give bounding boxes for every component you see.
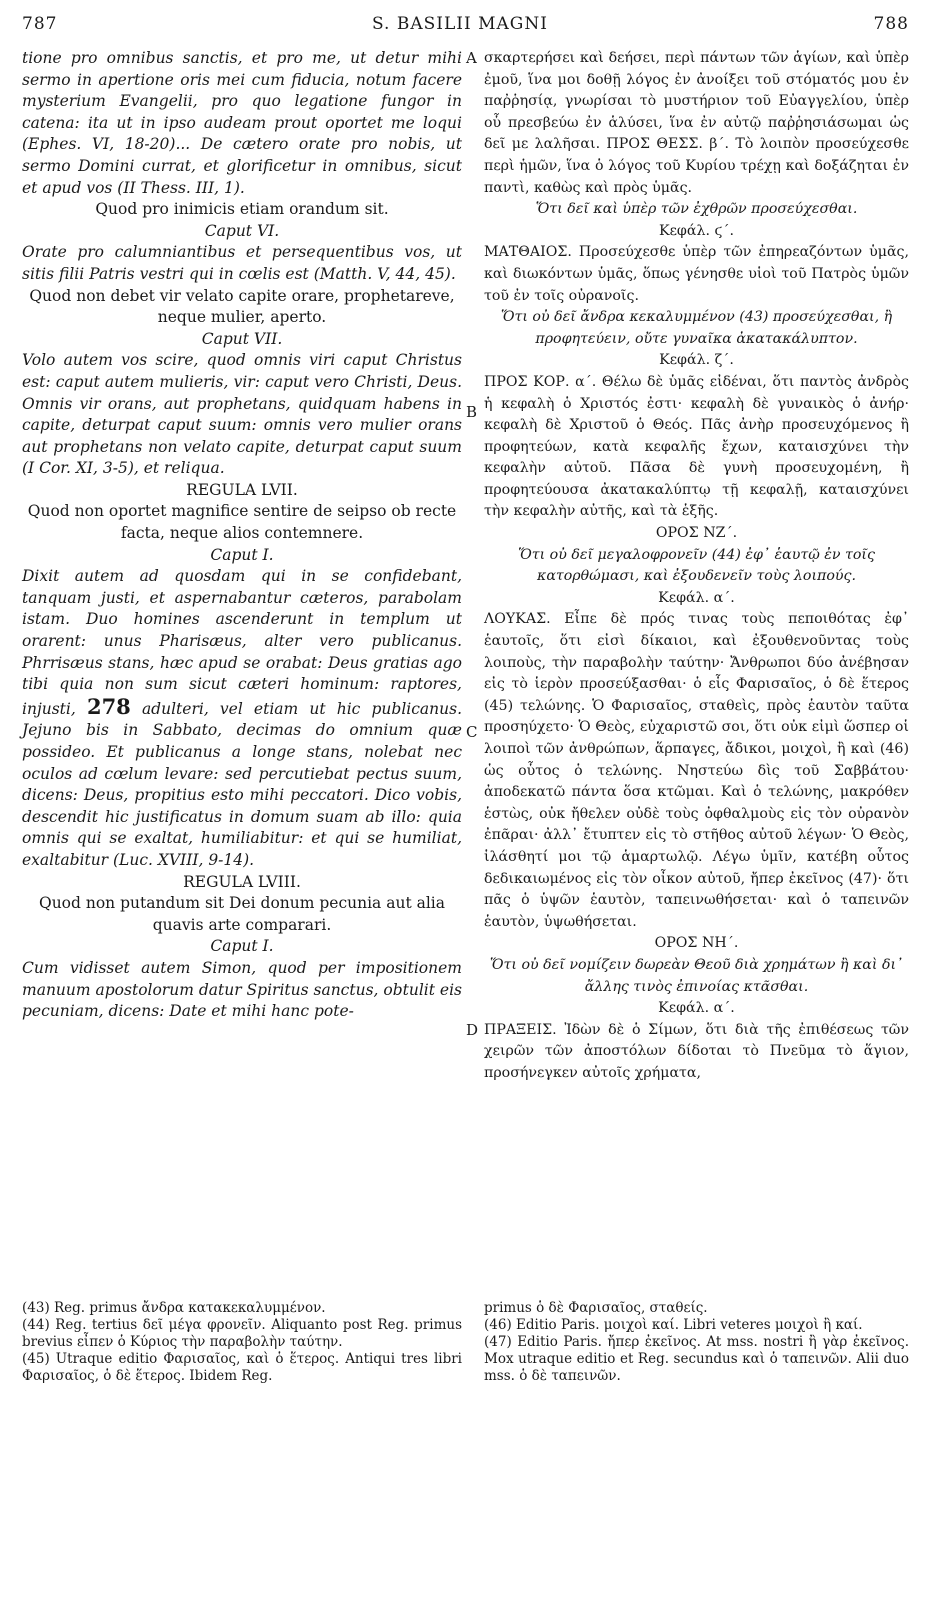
greek-text: Ὅτι οὐ δεῖ μεγαλοφρονεῖν (44) ἐφ᾽ ἑαυτῷ ἐν τοῖς κατορθώμασι, καὶ ἐξουδενεῖν τοὺς λοιπούς. — [518, 546, 875, 585]
left-page-number: 787 — [22, 14, 58, 34]
greek-heading — [484, 350, 909, 372]
latin-text: Orate pro calumniantibus et persequentibus vos, ut sitis filii Patris vestri qui in cœlis est (Matth. V, 44, 45). — [22, 243, 462, 283]
greek-heading — [484, 588, 909, 610]
latin-heading — [22, 199, 462, 221]
greek-paragraph — [484, 609, 909, 933]
latin-heading — [22, 545, 462, 567]
latin-text: Volo autem vos scire, quod omnis viri caput Christus est: caput autem mulieris, vir: caput vero Christi, Deus. Omnis vir orans, aut prophetans, quidquam habens in capite, deturpat caput suum: omnis vero mulier orans aut prophetans non velato capite, deturpat caput suum (I Cor. XI, 3-5), et reliqua. — [22, 351, 462, 478]
latin-text: tione pro omnibus sanctis, et pro me, ut detur mihi sermo in apertione oris mei cum fiducia, notum facere mysterium Evangelii, pro quo legatione fungor in catena: ita ut in ipso audeam prout oportet me loqui (Ephes. VI, 18-20)... De cætero orate pro nobis, ut sermo Domini currat, et glorificetur in omnibus, sicut et apud vos (II Thess. III, 1). — [22, 49, 462, 197]
latin-text: Caput VII. — [201, 329, 283, 348]
footnote: (47) Editio Paris. ἤπερ ἐκεῖνος. At mss. nostri ἢ γὰρ ἐκεῖνος. Mox utraque editio et Reg. secundus καὶ ὁ ταπεινῶν. Alii duo mss. ὁ δὲ ταπεινῶν. — [484, 1334, 909, 1384]
margin-letter-d: D — [466, 1021, 479, 1039]
latin-text: Dixit autem ad quosdam qui in se confidebant, tanquam justi, et aspernabantur cæteros, parabolam istam. Duo homines ascenderunt in templum ut orarent: unus Pharisæus, alter vero publicanus. Phrrisæus stans, hæc apud se orabat: Deus gratias ago tibi quia non sum sicut cæteri hominum: raptores, injusti, — [22, 567, 462, 718]
latin-heading — [22, 501, 462, 544]
footnote: primus ὁ δὲ Φαρισαῖος, σταθείς. — [484, 1300, 708, 1316]
greek-heading — [484, 221, 909, 243]
greek-heading — [484, 199, 909, 221]
latin-text: Quod non debet vir velato capite orare, prophetareve, neque mulier, aperto. — [29, 286, 455, 327]
latin-text: REGULA LVII. — [186, 480, 298, 499]
greek-text: ΟΡΟΣ ΝΗ΄. — [654, 935, 739, 952]
greek-heading — [484, 545, 909, 588]
latin-text: Caput I. — [210, 937, 274, 956]
latin-text: REGULA LVIII. — [183, 872, 301, 891]
greek-column — [484, 48, 909, 1085]
greek-text: Ὅτι οὐ δεῖ ἄνδρα κεκαλυμμένον (43) προσεύχεσθαι, ἢ προφητεύειν, οὔτε γυναῖκα ἀκατακάλυπτον. — [500, 309, 893, 347]
greek-heading — [484, 523, 909, 545]
greek-text: Ὅτι οὐ δεῖ νομίζειν δωρεὰν Θεοῦ διὰ χρημάτων ἢ καὶ δι᾽ ἄλλης τινὸς ἐπινοίας κτᾶσθαι. — [489, 956, 904, 995]
footnote: (45) Utraque editio Φαρισαῖος, καὶ ὁ ἕτερος. Antiqui tres libri Φαρισαῖος, ὁ δὲ ἕτερος. Ibidem Reg. — [22, 1351, 462, 1384]
latin-heading — [22, 221, 462, 243]
footnotes-right — [484, 1300, 909, 1385]
latin-text: Quod pro inimicis etiam orandum sit. — [95, 200, 389, 219]
greek-text: Κεφάλ. α΄. — [658, 589, 735, 606]
latin-paragraph — [22, 958, 462, 1023]
latin-paragraph — [22, 242, 462, 285]
latin-text: Caput I. — [210, 545, 274, 564]
latin-text: adulteri, vel etiam ut hic publicanus. Jejuno bis in Sabbato, decimas do omnium quæ possideo. Et publicanus a longe stans, nolebat nec oculos ad cœlum levare: sed percutiebat pectus suum, dicens: Deus, propitius esto mihi peccatori. Dico vobis, descendit hic justificatus in domum suam ab illo: quia omnis qui se exaltat, humiliabitur: et qui se humiliat, exaltabitur (Luc. XVIII, 9-14). — [22, 699, 462, 869]
greek-heading — [484, 933, 909, 955]
greek-text: σκαρτερήσει καὶ δεήσει, περὶ πάντων τῶν ἁγίων, καὶ ὑπὲρ ἐμοῦ, ἵνα μοι δοθῇ λόγος ἐν ἀνοίξει τοῦ στόματός μου ἐν παῤῥησίᾳ, γνωρίσαι τὸ μυστήριον τοῦ Εὐαγγελίου, ὑπὲρ οὗ πρεσβεύω ἐν ἁλύσει, ἵνα ἐν αὐτῷ παῤῥησιάσωμαι ὡς δεῖ με λαλῆσαι. ΠΡΟΣ ΘΕΣΣ. β΄. Τὸ λοιπὸν προσεύχεσθε περὶ ἡμῶν, ἵνα ὁ λόγος τοῦ Κυρίου τρέχῃ καὶ δοξάζηται ἐν παντὶ, καθὼς καὶ πρὸς ὑμᾶς. — [484, 50, 909, 196]
latin-heading — [22, 893, 462, 936]
latin-text: Caput VI. — [204, 221, 280, 240]
right-page-number: 788 — [873, 14, 909, 34]
latin-text: Cum vidisset autem Simon, quod per impositionem manuum apostolorum datur Spiritus sanctus, obtulit eis pecuniam, dicens: Date et mihi hanc pote- — [22, 958, 462, 1021]
greek-text: Κεφάλ. ϛ΄. — [658, 222, 735, 239]
greek-paragraph — [484, 1020, 909, 1085]
greek-text: ΟΡΟΣ ΝΖ΄. — [655, 525, 738, 542]
latin-paragraph — [22, 350, 462, 480]
greek-text: ΠΡΑΞΕΙΣ. Ἰδὼν δὲ ὁ Σίμων, ὅτι διὰ τῆς ἐπιθέσεως τῶν χειρῶν τῶν ἀποστόλων δίδοται τὸ Πνεῦμα τὸ ἅγιον, προσήνεγκεν αὐτοῖς χρήματα, — [484, 1021, 909, 1081]
margin-letter-c: C — [466, 723, 478, 741]
greek-text: ΜΑΤΘΑΙΟΣ. Προσεύχεσθε ὑπὲρ τῶν ἐπηρεαζόντων ὑμᾶς, καὶ διωκόντων ὑμᾶς, ὅπως γένησθε υἱοὶ τοῦ Πατρὸς ὑμῶν τοῦ ἐν τοῖς οὐρανοῖς. — [484, 244, 909, 304]
greek-text: ΛΟΥΚΑΣ. Εἶπε δὲ πρός τινας τοὺς πεποιθότας ἐφ᾽ ἑαυτοῖς, ὅτι εἰσὶ δίκαιοι, καὶ ἐξουθενοῦντας τοὺς λοιποὺς, τὴν παραβολὴν ταύτην· Ἄνθρωποι δύο ἀνέβησαν εἰς τὸ ἱερὸν προσεύξασθαι· ὁ εἷς Φαρισαῖος, ὁ δὲ ἕτερος (45) τελώνης. Ὁ Φαρισαῖος, σταθεὶς, πρὸς ἑαυτὸν ταῦτα προσηύχετο· Ὁ Θεὸς, εὐχαριστῶ σοι, ὅτι οὐκ εἰμὶ ὥσπερ οἱ λοιποὶ τῶν ἀνθρώπων, ἅρπαγες, ἄδικοι, μοιχοὶ, ἢ καὶ (46) ὡς οὗτος ὁ τελώνης. Νηστεύω δὶς τοῦ Σαββάτου· ἀποδεκατῶ πάντα ὅσα κτῶμαι. Καὶ ὁ τελώνης, μακρόθεν ἑστὼς, οὐκ ἤθελεν οὐδὲ τοὺς ὀφθαλμοὺς εἰς τὸν οὐρανὸν ἐπᾶραι· ἀλλ᾽ ἔτυπτεν εἰς τὸ στῆθος αὐτοῦ λέγων· Ὁ Θεὸς, ἱλάσθητί μοι τῷ ἁμαρτωλῷ. Λέγω ὑμῖν, κατέβη οὗτος δεδικαιωμένος εἰς τὸν οἶκον αὐτοῦ, ἤπερ ἐκεῖνος (47)· ὅτι πᾶς ὁ ὑψῶν ἑαυτὸν, ταπεινωθήσεται· καὶ ὁ ταπεινῶν ἑαυτὸν, ὑψωθήσεται. — [484, 611, 909, 930]
greek-heading — [484, 955, 909, 998]
greek-paragraph — [484, 372, 909, 523]
running-header — [0, 14, 939, 40]
latin-paragraph — [22, 48, 462, 199]
column-number: 278 — [86, 693, 131, 719]
footnote: (43) Reg. primus ἄνδρα κατακεκαλυμμένον. — [22, 1300, 326, 1316]
latin-heading — [22, 936, 462, 958]
footnotes-left — [22, 1300, 462, 1385]
greek-heading — [484, 998, 909, 1020]
running-title: S. BASILII MAGNI — [372, 14, 548, 34]
latin-text: Quod non oportet magnifice sentire de seipso ob recte facta, neque alios contemnere. — [27, 502, 457, 543]
latin-column — [22, 48, 462, 1023]
greek-text: Κεφάλ. α΄. — [658, 1000, 735, 1017]
greek-text: Κεφάλ. ζ΄. — [659, 352, 734, 369]
latin-heading — [22, 286, 462, 329]
latin-text: Quod non putandum sit Dei donum pecunia aut alia quavis arte comparari. — [38, 894, 446, 934]
footnote: (44) Reg. tertius δεῖ μέγα φρονεῖν. Aliquanto post Reg. primus brevius εἶπεν ὁ Κύριος τὴν παραβολὴν ταύτην. — [22, 1317, 462, 1350]
greek-heading — [484, 307, 909, 350]
greek-text: Ὅτι δεῖ καὶ ὑπὲρ τῶν ἐχθρῶν προσεύχεσθαι. — [535, 201, 858, 218]
greek-paragraph — [484, 242, 909, 307]
latin-heading — [22, 329, 462, 351]
latin-heading — [22, 872, 462, 894]
margin-letter-b: B — [466, 403, 478, 421]
margin-letter-a: A — [466, 49, 477, 67]
latin-heading — [22, 480, 462, 502]
latin-paragraph — [22, 566, 462, 871]
greek-text: ΠΡΟΣ ΚΟΡ. α΄. Θέλω δὲ ὑμᾶς εἰδέναι, ὅτι παντὸς ἀνδρὸς ἡ κεφαλὴ ὁ Χριστός ἐστι· κεφαλὴ δὲ γυναικὸς ὁ ἀνήρ· κεφαλὴ δὲ Χριστοῦ ὁ Θεός. Πᾶς ἀνὴρ προσευχόμενος ἢ προφητεύων, κατὰ κεφαλῆς ἔχων, καταισχύνει τὴν κεφαλὴν αὐτοῦ. Πᾶσα δὲ γυνὴ προσευχομένη, ἢ προφητεύουσα ἀκατακαλύπτῳ τῇ κεφαλῇ, καταισχύνει τὴν κεφαλὴν αὐτῆς, καὶ τὰ ἑξῆς. — [484, 373, 909, 520]
footnote: (46) Editio Paris. μοιχοὶ καί. Libri veteres μοιχοὶ ἢ καί. — [484, 1317, 863, 1333]
greek-paragraph — [484, 48, 909, 199]
